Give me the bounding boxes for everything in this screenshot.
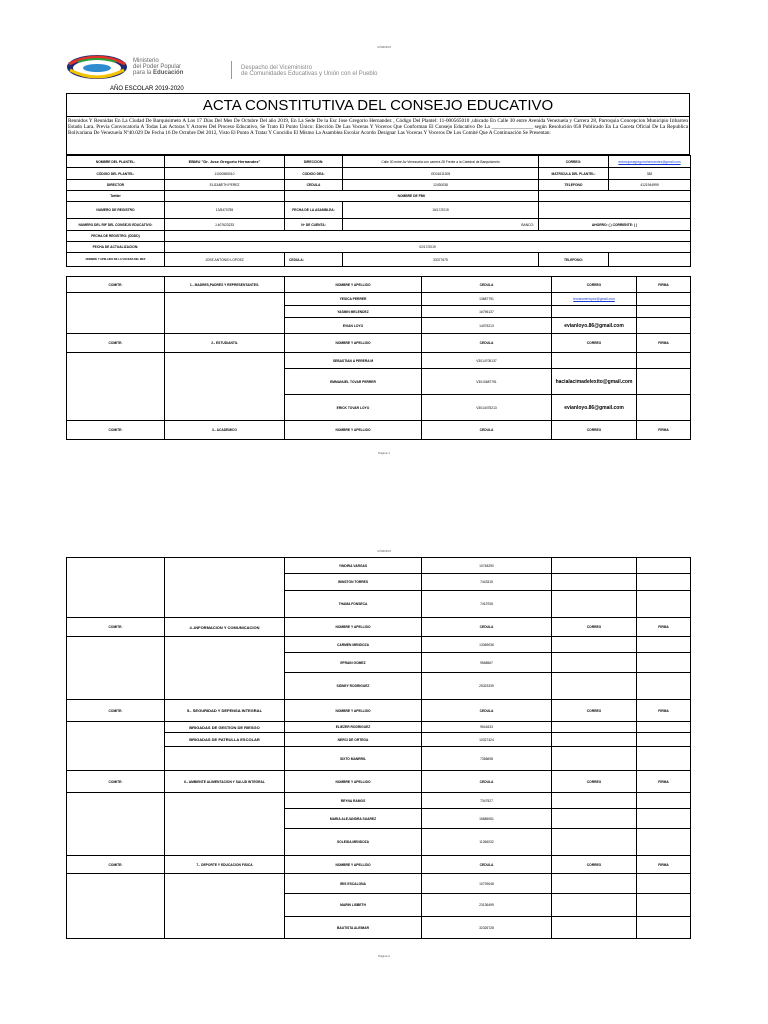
member-cedula: 13369036: [422, 637, 552, 653]
member-correo: [552, 874, 637, 894]
member-nombre: SIXTO MANRRIL: [285, 747, 422, 771]
comite-header: COMITE:: [67, 856, 165, 874]
firma-header: FIRMA: [637, 856, 691, 874]
member-cedula: 9568567: [422, 653, 552, 673]
correo-plantel-link[interactable]: eebmujosegregoriohernandez@gmail.com: [609, 156, 691, 168]
member-correo: [552, 809, 637, 829]
fbk-value: [539, 191, 691, 202]
twitter-value: [165, 191, 285, 202]
committee-blank: [165, 637, 285, 700]
member-cedula: V3014075213: [422, 395, 552, 421]
cedula2-value: 33377675: [343, 253, 539, 267]
member-firma: [637, 306, 691, 318]
correo-header: CORREO: [552, 421, 637, 440]
nombre-fbk-label: NOMBRE DE FBK: [285, 191, 539, 202]
member-correo: [552, 917, 637, 939]
member-cedula: 16796137: [422, 306, 552, 318]
committee-name: 5.- SEGURIDAD Y DEFENSA INTEGRAL: [165, 700, 285, 722]
acta-paragraph: Reunidos Y Reunidas En La Ciudad De Barquisimeto A Los 17 Días Del Mes De Octubre Del año 2019, En La Sede De la Esc Jose Gregorio Hernandez , Código Del Plantel: 11-000565010 ,ubicado En Calle 30 entre Avenida Venezuela y Carrera 28, Parroquia Concepcion Municipio Iribarren Estado Lara. Previa Convocatoria A Todas Las Actoras Y Actores Del Proceso Educativo, Se Trato El Punto Único: Elección De Las Voceras Y Voceros Que Conforman El Consejo Educativo De La ________________ según Resolución 058 Publicado En La Gaceta Oficial De La Republica Bolivariana De Venezuela Nº40.029 De Fecha 16 De Octubre Del 2012, Visto El Punto A Tratar Y Concidio El Mismo La Asamblea Escolar Acordo Designar Las Voceras Y Voceros De Los Comité Que A Continuación Se Presentan:: [68, 118, 688, 136]
correo-header: CORREO: [552, 700, 637, 722]
telefono2-value: [609, 253, 691, 267]
codigo-dea-value: OD01611305: [343, 168, 539, 180]
direccion-label: DIRECCION:: [285, 156, 343, 168]
correo-header: CORREO: [552, 618, 637, 637]
committee-name: 4.-INFORMACION Y COMUNICACION: [165, 618, 285, 637]
member-nombre: SOLEIDA MENDOZA: [285, 829, 422, 856]
anio-escolar: AÑO ESCOLAR 2019-2020: [110, 86, 184, 92]
member-nombre: WINSTON TORRES: [285, 574, 422, 591]
member-cedula: 7419708: [422, 591, 552, 618]
comite-header: COMITE:: [67, 421, 165, 440]
cedula-label: CEDULA: [285, 180, 343, 191]
registro-label: NUMERO DE REGISTRO: [67, 202, 165, 219]
committees-table-p2: [66, 557, 691, 939]
member-firma: [637, 395, 691, 421]
committee-name: 3.- ACADEMICO: [165, 421, 285, 440]
nombre-header: NOMBRE Y APELLIDO: [285, 618, 422, 637]
member-nombre: ELIEZER RODRIGUEZ: [285, 722, 422, 733]
firma-header: FIRMA: [637, 771, 691, 793]
nombre-header: NOMBRE Y APELLIDO: [285, 700, 422, 722]
plantel-info-table: [66, 155, 691, 267]
member-nombre: YINDIRA VARGAS: [285, 558, 422, 574]
member-firma: [637, 369, 691, 395]
nombre-header: NOMBRE Y APELLIDO: [285, 771, 422, 793]
comite-blank: [67, 353, 165, 421]
member-correo: [552, 353, 637, 369]
member-firma: [637, 829, 691, 856]
fecha-asamblea-value: 16/17/2019: [343, 202, 539, 219]
member-cedula: 32326728: [422, 917, 552, 939]
member-cedula: 10739048: [422, 874, 552, 894]
member-nombre: BAUTISTA ALEIMAR: [285, 917, 422, 939]
ministry-name: Ministerio del Poder Popular para la Educación: [133, 58, 184, 76]
committee-subgroup: BRIGADAS DE GESTION DE RIESGO: [165, 722, 285, 733]
correo-label: CORREO:: [539, 156, 609, 168]
comite-blank: [67, 722, 165, 771]
member-firma: [637, 637, 691, 653]
comite-blank: [67, 558, 165, 618]
telefono-value: 4121944999: [609, 180, 691, 191]
member-cedula: 15686051: [422, 809, 552, 829]
title-box: [66, 93, 690, 155]
nombre-header: NOMBRE Y APELLIDO: [285, 277, 422, 293]
rif-label: NUMERO DEL RIF DEL CONSEJO EDUCATIVO:: [67, 219, 165, 231]
ministry-logo: [66, 54, 128, 80]
correo-header: CORREO: [552, 334, 637, 353]
codigo-dea-label: CODIGO DEA:: [285, 168, 343, 180]
nombre-header: NOMBRE Y APELLIDO: [285, 421, 422, 440]
committees-table-p1: [66, 276, 691, 440]
committee-blank: [165, 874, 285, 939]
member-correo: [552, 673, 637, 700]
member-nombre: CARMEN MENDOZA: [285, 637, 422, 653]
comite-blank: [67, 293, 165, 334]
committee-name: 1.- MADRES,PADRES Y REPRESENTANTES.: [165, 277, 285, 293]
vocero-value: JOSE ANTONIO LOPOEZ: [165, 253, 285, 267]
member-nombre: EFRAIN GOMEZ: [285, 653, 422, 673]
fecha-registro-label: FECHA DE REGISTRO: (DDDD): [67, 231, 165, 242]
member-firma: [637, 747, 691, 771]
member-correo: [552, 558, 637, 574]
top-tag: CÓMODO: [377, 549, 391, 553]
comite-header: COMITE:: [67, 334, 165, 353]
cedula-header: CEDULA: [422, 618, 552, 637]
director-label: DIRECTOR: [67, 180, 165, 191]
cuenta-label: Nº DE CUENTA:: [285, 219, 343, 231]
committee-name: 6.- AMBIENTE ALIMENTACION Y SALUD INTEGRAL: [165, 771, 285, 793]
nombre-plantel-value: EBMU "Dr. Jose Gregorio Hernandez": [165, 156, 285, 168]
member-correo: evianloyo.86@gmail.com: [552, 318, 637, 334]
comite-blank: [67, 637, 165, 700]
committee-name: 2.- ESTUDIANTIL: [165, 334, 285, 353]
member-cedula: 10748290: [422, 558, 552, 574]
correo-header: CORREO: [552, 277, 637, 293]
member-correo: hacialacimadelexito@gmail.com: [552, 369, 637, 395]
cedula-header: CEDULA: [422, 334, 552, 353]
rif-value: J-407623233: [165, 219, 285, 231]
member-nombre: REYNA RAMOS: [285, 793, 422, 809]
member-correo: [552, 894, 637, 917]
member-nombre: THAMA FONSECA: [285, 591, 422, 618]
member-correo: [552, 747, 637, 771]
committee-name: 7.- DEPORTE Y EDUCACION FISICA: [165, 856, 285, 874]
firma-header: FIRMA: [637, 421, 691, 440]
member-nombre: SIDNEY RODRIGUEZ: [285, 673, 422, 700]
comite-blank: [67, 793, 165, 856]
committee-subgroup: BRIGADAS DE PATRULLA ESCOLAR: [165, 733, 285, 747]
cedula-header: CEDULA: [422, 421, 552, 440]
title-divider: [67, 116, 689, 117]
fecha-actualizacion-value: 02/17/2019: [165, 242, 691, 253]
member-correo: [552, 637, 637, 653]
direccion-value: Calle 30 entre Av Venezuela con carrera 28 Frente a la Catedral de Barquisimeto: [343, 156, 539, 168]
member-firma: [637, 673, 691, 700]
member-nombre: NERCI DE ORTEGA: [285, 733, 422, 747]
member-nombre: MARIN LISBETH: [285, 894, 422, 917]
member-cedula: 25323339: [422, 673, 552, 700]
member-firma: [637, 809, 691, 829]
member-firma: [637, 293, 691, 306]
member-firma: [637, 917, 691, 939]
firma-header: FIRMA: [637, 618, 691, 637]
ahorro-corriente: AHORRO: ( ) CORRIENTE: ( ): [539, 219, 691, 231]
member-firma: [637, 733, 691, 747]
member-firma: [637, 793, 691, 809]
vocero-label: NOMBRE Y APELLIDO DE LA VOCERA DEL MEF: [67, 253, 165, 267]
fecha-registro-value: [165, 231, 691, 242]
firma-header: FIRMA: [637, 334, 691, 353]
committee-subgroup: [165, 747, 285, 771]
member-correo: [552, 653, 637, 673]
member-firma: [637, 722, 691, 733]
page-label: Página 1: [378, 451, 390, 455]
committee-blank: [165, 353, 285, 421]
member-correo: [552, 591, 637, 618]
member-cedula: 11266032: [422, 829, 552, 856]
member-nombre: IRIS ESCALONA: [285, 874, 422, 894]
comite-header: COMITE:: [67, 277, 165, 293]
page-label: Página 2: [378, 954, 390, 958]
matricula-label: MATRICULA DEL PLANTEL:: [539, 168, 609, 180]
member-firma: [637, 318, 691, 334]
member-firma: [637, 353, 691, 369]
matricula-value: 383: [609, 168, 691, 180]
correo-header: CORREO: [552, 856, 637, 874]
correo-header: CORREO: [552, 771, 637, 793]
registro-value: 13/5470785: [165, 202, 285, 219]
cedula-header: CEDULA: [422, 700, 552, 722]
member-nombre: YESICA PERRER: [285, 293, 422, 306]
firma-header: FIRMA: [637, 700, 691, 722]
comite-header: COMITE:: [67, 618, 165, 637]
member-firma: [637, 591, 691, 618]
cedula-header: CEDULA: [422, 771, 552, 793]
page-title: ACTA CONSTITUTIVA DEL CONSEJO EDUCATIVO: [202, 97, 554, 114]
nombre-plantel-label: NOMBRE DEL PLANTEL:: [67, 156, 165, 168]
member-correo: [552, 306, 637, 318]
member-nombre: YASMIN MELENDEZ: [285, 306, 422, 318]
codigo-plantel-label: CÓDIGO DEL PLANTEL:: [67, 168, 165, 180]
header-divider: [231, 61, 232, 79]
member-correo: [552, 722, 637, 733]
member-nombre: SEBASTIAN A PERERA M: [285, 353, 422, 369]
comite-blank: [67, 874, 165, 939]
fecha-asamblea-label: FECHA DE LA ASAMBLEA:: [285, 202, 343, 219]
cedula2-label: CEDULA:: [285, 253, 343, 267]
banco-label: BANCO:: [343, 219, 539, 231]
member-nombre: EVIAN LOYO: [285, 318, 422, 334]
despacho-text: Despacho del Viceministro de Comunidades Educativas y Unión con el Pueblo: [241, 65, 378, 77]
member-cedula: 13687791: [422, 293, 552, 306]
member-firma: [637, 558, 691, 574]
member-cedula: 9541633: [422, 722, 552, 733]
member-cedula: 14075213: [422, 318, 552, 334]
member-correo: [552, 733, 637, 747]
member-correo: [552, 574, 637, 591]
member-firma: [637, 894, 691, 917]
codigo-plantel-value: 11000565010: [165, 168, 285, 180]
telefono-label: TELEFONO: [539, 180, 609, 191]
member-correo: [552, 793, 637, 809]
member-firma: [637, 874, 691, 894]
member-cedula: 7347527: [422, 793, 552, 809]
member-cedula: V3010687791: [422, 369, 552, 395]
committee-blank: [165, 293, 285, 334]
registro-extra: [539, 202, 691, 219]
twitter-label: Twitter: [67, 191, 165, 202]
director-value: ELIZABETH PEREZ: [165, 180, 285, 191]
member-cedula: 7443315: [422, 574, 552, 591]
member-nombre: ERICK TOVAR LOYO: [285, 395, 422, 421]
comite-header: COMITE:: [67, 771, 165, 793]
member-correo: evianloyo.86@gmail.com: [552, 395, 637, 421]
fecha-actualizacion-label: FECHA DE ACTUALIZACION:: [67, 242, 165, 253]
nombre-header: NOMBRE Y APELLIDO: [285, 334, 422, 353]
cedula-value: 12430038: [343, 180, 539, 191]
committee-blank: [165, 558, 285, 618]
top-tag: CÓMODO: [377, 45, 391, 49]
member-cedula: V3014705137: [422, 353, 552, 369]
member-nombre: EMMANUEL TOVAR PERRER: [285, 369, 422, 395]
firma-header: FIRMA: [637, 277, 691, 293]
committee-blank: [165, 793, 285, 856]
member-cedula: 23136499: [422, 894, 552, 917]
cedula-header: CEDULA: [422, 277, 552, 293]
member-correo: [552, 829, 637, 856]
member-cedula: 7356698: [422, 747, 552, 771]
member-firma: [637, 653, 691, 673]
member-nombre: MARIA ALEJANDRA SUAREZ: [285, 809, 422, 829]
telefono2-label: TELEFONO:: [539, 253, 609, 267]
comite-header: COMITE:: [67, 700, 165, 722]
member-correo-link[interactable]: leonasmerlopez@gmail.com: [552, 293, 637, 306]
cedula-header: CEDULA: [422, 856, 552, 874]
nombre-header: NOMBRE Y APELLIDO: [285, 856, 422, 874]
member-cedula: 10327424: [422, 733, 552, 747]
member-firma: [637, 574, 691, 591]
